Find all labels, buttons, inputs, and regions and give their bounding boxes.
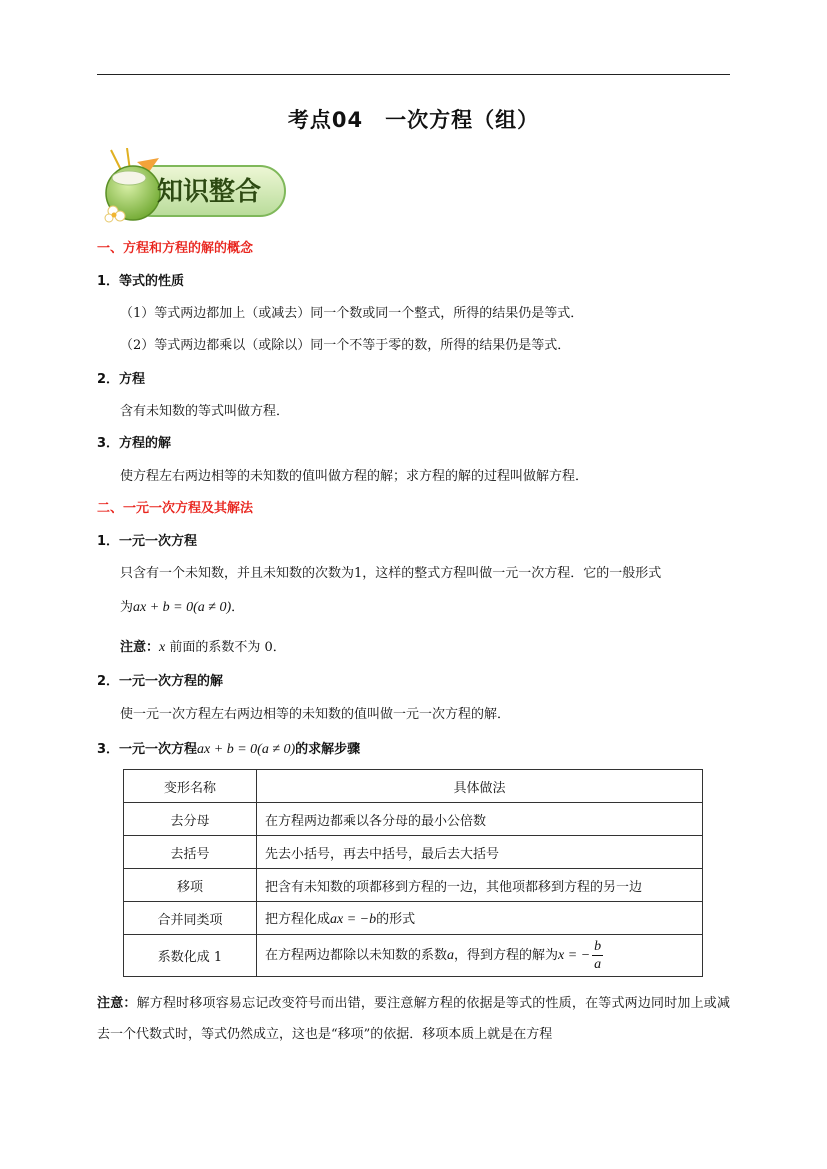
table-row — [124, 935, 703, 977]
p2-suffix: ． — [231, 600, 245, 615]
table-row — [124, 869, 703, 902]
method-formula: ax = −b — [330, 912, 377, 927]
step-method: 先去小括号，再去中括号，最后去大括号 — [257, 836, 703, 869]
knowledge-badge — [97, 148, 289, 224]
step-name: 移项 — [124, 869, 257, 902]
section1-item2-label: 2．方程 — [97, 372, 146, 387]
table-header: 变形名称 — [124, 770, 257, 803]
step-name: 去括号 — [124, 836, 257, 869]
item3-suffix: 的求解步骤 — [295, 742, 361, 757]
method-var: a — [447, 948, 455, 963]
page-title: 考点04 一次方程（组） — [287, 108, 540, 132]
section2-item2-p1: 使一元一次方程左右两边相等的未知数的值叫做一元一次方程的解． — [120, 707, 511, 722]
method-prefix: 把方程化成 — [265, 912, 331, 927]
note-paragraph — [97, 988, 730, 1050]
step-method: 把含有未知数的项都移到方程的一边，其他项都移到方程的另一边 — [257, 869, 703, 902]
note2-label: 注意： — [97, 996, 137, 1011]
section1-heading: 一、方程和方程的解的概念 — [97, 241, 254, 256]
step-method: 在方程两边都乘以各分母的最小公倍数 — [257, 803, 703, 836]
method-mid: ，得到方程的解为 — [454, 948, 559, 963]
general-form-formula: ax + b = 0(a ≠ 0) — [133, 600, 232, 615]
table-row — [124, 803, 703, 836]
section2-item1-p2 — [120, 596, 244, 616]
coconut-icon — [105, 148, 160, 222]
section1-item2-p1: 含有未知数的等式叫做方程． — [120, 404, 290, 419]
fraction-numerator: b — [594, 939, 602, 954]
section1-item3-p1: 使方程左右两边相等的未知数的值叫做方程的解；求方程的解的过程叫做解方程． — [120, 469, 589, 484]
section1-item1-label: 1．等式的性质 — [97, 274, 185, 289]
step-name: 去分母 — [124, 803, 257, 836]
section2-item1-p1: 只含有一个未知数，并且未知数的次数为1，这样的整式方程叫做一元一次方程．它的一般形式 — [120, 566, 662, 581]
section2-item2-label: 2．一元一次方程的解 — [97, 674, 224, 689]
note-text: 前面的系数不为 0． — [165, 640, 286, 655]
table-row — [124, 836, 703, 869]
section1-item1-p2: （2）等式两边都乘以（或除以）同一个不等于零的数，所得的结果仍是等式． — [120, 338, 571, 353]
section2-item1-label: 1．一元一次方程 — [97, 534, 198, 549]
badge-text: 知识整合 — [156, 177, 262, 207]
solving-steps-table — [123, 769, 703, 977]
step-method — [257, 902, 703, 935]
method-prefix: 在方程两边都除以未知数的系数 — [265, 948, 448, 963]
step-name: 合并同类项 — [124, 902, 257, 935]
method-suffix: 的形式 — [376, 912, 416, 927]
section1-item1-p1: （1）等式两边都加上（或减去）同一个数或同一个整式，所得的结果仍是等式． — [120, 306, 584, 321]
section2-item3-label — [97, 738, 360, 758]
table-row — [124, 902, 703, 935]
note2-text: 解方程时移项容易忘记改变符号而出错，要注意解方程的依据是等式的性质，在等式两边同时加上或减去一个代数式时，等式仍然成立，这也是“移项”的依据．移项本质上就是在方程 — [97, 996, 730, 1042]
p2-prefix: 为 — [120, 600, 134, 615]
solution-lhs: x = − — [558, 948, 591, 963]
section2-item1-note — [120, 636, 286, 656]
step-name: 系数化成 1 — [124, 935, 257, 977]
section1-item3-label: 3．方程的解 — [97, 436, 172, 451]
section2-heading: 二、一元一次方程及其解法 — [97, 501, 254, 516]
table-header: 具体做法 — [257, 770, 703, 803]
header-rule — [97, 74, 730, 75]
note-label: 注意： — [120, 640, 160, 655]
fraction-denominator: a — [594, 957, 602, 972]
step-method — [257, 935, 703, 977]
item3-prefix: 3．一元一次方程 — [97, 742, 198, 757]
item3-formula: ax + b = 0(a ≠ 0) — [197, 742, 296, 757]
table-header-row — [124, 770, 703, 803]
note-var: x — [159, 640, 166, 655]
solution-fraction — [592, 938, 603, 973]
